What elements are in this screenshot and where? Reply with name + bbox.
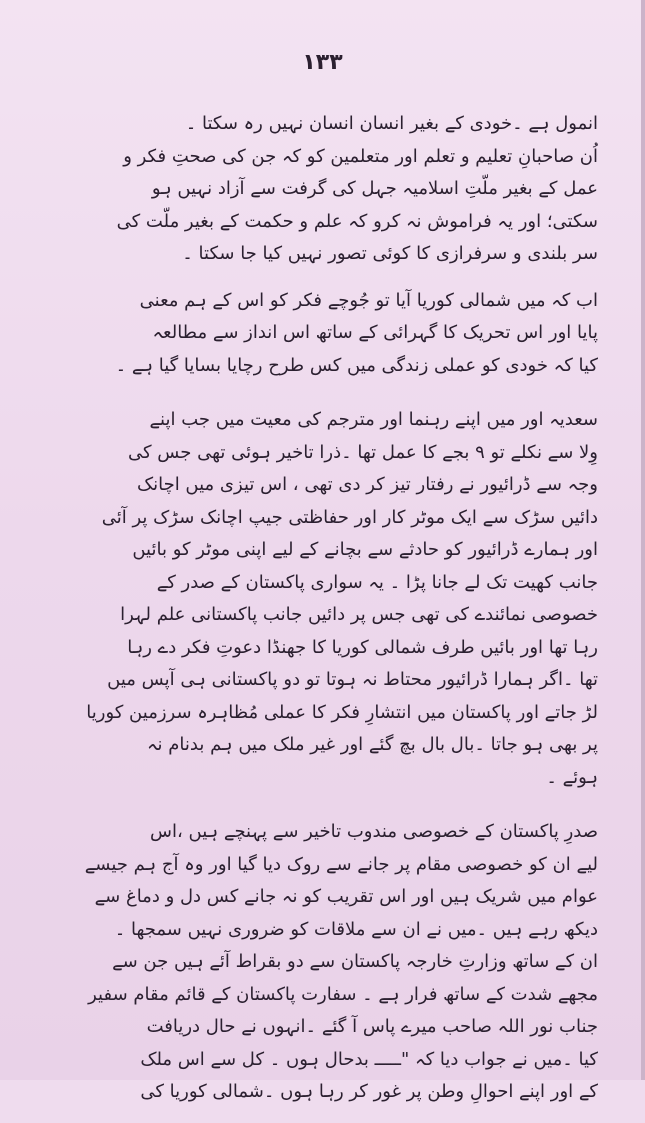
text-line: انمول ہے ۔خودی کے بغیر انسان انسان نہیں رہ سکتا ۔ bbox=[185, 113, 598, 134]
text-line: سعدیہ اور میں اپنے رہنما اور مترجم کی معیت میں جب اپنے bbox=[149, 409, 598, 430]
text-line: رہا تھا اور بائیں طرف شمالی کوریا کا جھنڈا دعوتِ فکر دے رہا bbox=[127, 636, 598, 658]
text-line: تھا ۔اگر ہمارا ڈرائیور محتاط نہ ہوتا تو دو پاکستانی ہی آپس میں bbox=[107, 669, 598, 690]
text-line: کیا ۔میں نے جواب دیا کہ "ـــــ بدحال ہوں ۔ کل سے اس ملک bbox=[140, 1048, 598, 1070]
text-line: پر بھی ہو جاتا ۔بال بال بچ گئے اور غیر ملک میں ہم بدنام نہ bbox=[146, 734, 598, 755]
text-line: کیا کہ خودی کو عملی زندگی میں کس طرح رچایا بسایا گیا ہے ۔ bbox=[115, 354, 598, 376]
text-line: سکتی؛ اور یہ فراموش نہ کرو کہ علم و حکمت کے بغیر ملّت کی bbox=[116, 210, 598, 232]
text-line: سر بلندی و سرفرازی کا کوئی تصور نہیں کیا جا سکتا ۔ bbox=[182, 243, 598, 264]
text-line: لڑ جاتے اور پاکستان میں انتشارِ فکر کا عملی مُظاہرہ سرزمین کوریا bbox=[86, 701, 598, 723]
text-line: لیے ان کو خصوصی مقام پر جانے سے روک دیا گیا اور وہ آج ہم جیسے bbox=[84, 853, 598, 875]
text-line: اُن صاحبانِ تعلیم و تعلم اور متعلمین کو کہ جن کی صحتِ فکر و bbox=[123, 145, 598, 167]
text-line: ان کے ساتھ وزارتِ خارجہ پاکستان سے دو بقراط آئے ہیں جن سے bbox=[112, 951, 598, 972]
text-line: دائیں سڑک سے ایک موٹر کار اور حفاظتی جیپ اچانک سڑک پر آئی bbox=[101, 506, 598, 528]
text-line: جناب نور اللہ صاحب میرے پاس آ گئے ۔انہوں نے حال دریافت bbox=[146, 1016, 598, 1037]
paragraph-4 bbox=[58, 816, 598, 1109]
paragraph-2 bbox=[58, 285, 598, 383]
text-line: کے اور اپنے احوالِ وطن پر غور کر رہا ہوں ۔شمالی کوریا کی bbox=[140, 1081, 598, 1102]
text-line: اب کہ میں شمالی کوریا آیا تو جُوچے فکر کو اس کے ہم معنی bbox=[139, 289, 598, 311]
text-line: وِلا سے نکلے تو ۹ بجے کا عمل تھا ۔ذرا تاخیر ہوئی تھی جس کی bbox=[128, 441, 598, 463]
text-line: پایا اور اس تحریک کا گہرائی کے ساتھ اس انداز سے مطالعہ bbox=[152, 322, 598, 343]
text-line: ہوئے ۔ bbox=[546, 766, 598, 788]
text-line: اور ہمارے ڈرائیور کو حادثے سے بچانے کے لیے اپنی موٹر کو بائیں bbox=[132, 539, 598, 560]
text-line: صدرِ پاکستان کے خصوصی مندوب تاخیر سے پہنچے ہیں ،اس bbox=[149, 821, 598, 842]
text-line: جانب کھیت تک لے جانا پڑا ۔ یہ سواری پاکستان کے صدر کے bbox=[156, 571, 598, 593]
text-line: عمل کے بغیر ملّتِ اسلامیہ جہل کی گرفت سے آزاد نہیں ہو bbox=[151, 178, 598, 199]
page-number: ۱۳۳ bbox=[302, 50, 343, 75]
paragraph-1 bbox=[58, 108, 598, 271]
page-edge bbox=[641, 0, 645, 1080]
paragraph-3 bbox=[58, 404, 598, 794]
text-line: دیکھ رہے ہیں ۔میں نے ان سے ملاقات کو ضروری نہیں سمجھا ۔ bbox=[114, 918, 598, 940]
text-line: خصوصی نمائندے کی تھی جس پر دائیں جانب پاکستانی علم لہرا bbox=[120, 604, 598, 625]
text-line: مجھے شدت کے ساتھ فرار ہے ۔ سفارت پاکستان کے قائم مقام سفیر bbox=[88, 983, 598, 1005]
text-line: وجہ سے ڈرائیور نے رفتار تیز کر دی تھی ، اس تیزی میں اچانک bbox=[136, 474, 598, 495]
text-line: عوام میں شریک ہیں اور اس تقریب کو نہ جانے کس دل و دماغ سے bbox=[94, 886, 598, 907]
page-body bbox=[58, 108, 598, 1123]
